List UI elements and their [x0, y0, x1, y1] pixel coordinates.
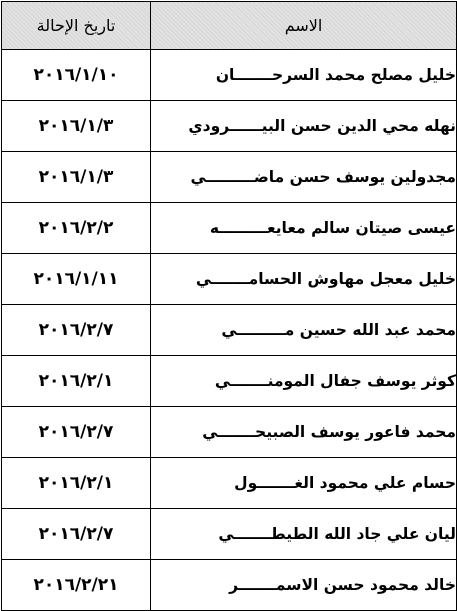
table-row	[2, 356, 457, 407]
table-row	[2, 458, 457, 509]
person-name-cell: محمد عبد الله حسين مـــــــــي	[151, 305, 457, 356]
referral-date-cell: ٢٠١٦/١/١٠	[2, 50, 151, 101]
person-name-cell: حسام علي محمود الغـــــــول	[151, 458, 457, 509]
referral-date-cell: ٢٠١٦/٢/١	[2, 458, 151, 509]
table-row	[2, 101, 457, 152]
person-name-cell: محمد فاعور يوسف الصبيحـــــــي	[151, 407, 457, 458]
referral-date-cell: ٢٠١٦/٢/١	[2, 356, 151, 407]
referral-date-cell: ٢٠١٦/٢/٢١	[2, 560, 151, 611]
header-row	[2, 2, 457, 50]
table-row	[2, 203, 457, 254]
person-name-cell: خالد محمود حسن الاسمـــــــر	[151, 560, 457, 611]
name-column-header: الاسم	[151, 2, 457, 50]
person-name-cell: نهله محي الدين حسن البيــــــرودي	[151, 101, 457, 152]
referral-date-cell: ٢٠١٦/١/٣	[2, 152, 151, 203]
table-row	[2, 50, 457, 101]
referral-date-cell: ٢٠١٦/٢/٢	[2, 203, 151, 254]
referral-date-column-header: تاريخ الإحالة	[2, 2, 151, 50]
person-name-cell: خليل معجل مهاوش الحسامـــــــي	[151, 254, 457, 305]
referral-date-cell: ٢٠١٦/٢/٧	[2, 509, 151, 560]
table-row	[2, 407, 457, 458]
referrals-table	[1, 1, 457, 611]
table-row	[2, 305, 457, 356]
referral-date-cell: ٢٠١٦/٢/٧	[2, 305, 151, 356]
table-row	[2, 152, 457, 203]
person-name-cell: ليان علي جاد الله الطيطـــــــي	[151, 509, 457, 560]
table-row	[2, 509, 457, 560]
table-row	[2, 560, 457, 611]
table-row	[2, 254, 457, 305]
person-name-cell: خليل مصلح محمد السرحـــــــان	[151, 50, 457, 101]
person-name-cell: عيسى صيتان سالم معايعـــــــــه	[151, 203, 457, 254]
referral-date-cell: ٢٠١٦/١/٣	[2, 101, 151, 152]
person-name-cell: مجدولين يوسف حسن ماضـــــــــي	[151, 152, 457, 203]
person-name-cell: كوثر يوسف جفال المومنـــــــي	[151, 356, 457, 407]
referral-date-cell: ٢٠١٦/١/١١	[2, 254, 151, 305]
referral-date-cell: ٢٠١٦/٢/٧	[2, 407, 151, 458]
